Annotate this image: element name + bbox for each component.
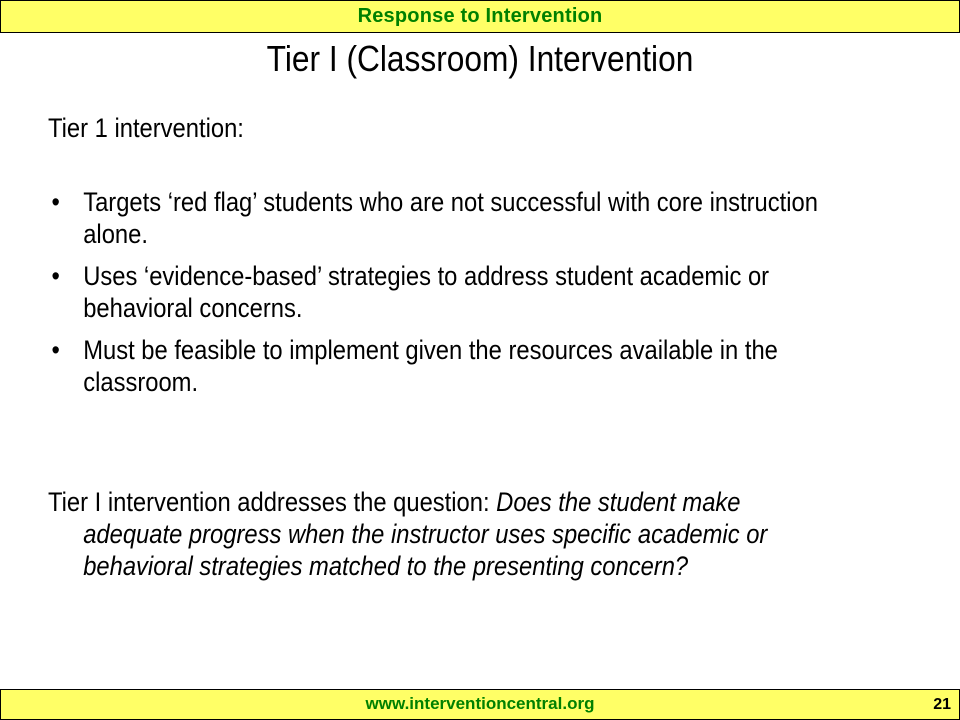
bullet-icon: • <box>51 261 60 291</box>
bullet-icon: • <box>51 187 60 217</box>
question-lead: Tier I intervention addresses the question: <box>48 487 497 517</box>
bullet-item <box>48 334 840 398</box>
footer-banner <box>0 689 960 720</box>
bullet-item <box>48 260 840 324</box>
header-banner <box>0 0 960 33</box>
question-paragraph <box>48 486 840 582</box>
bullet-list <box>48 186 840 398</box>
footer-url: www.interventioncentral.org <box>365 694 595 713</box>
page-number: 21 <box>933 696 951 713</box>
question-italic: Does the student make adequate progress when the instructor uses specific academic or behavioral strategies matched to the presenting concern? <box>83 487 768 581</box>
bullet-text: Uses ‘evidence-based’ strategies to address student academic or behavioral concerns. <box>83 261 770 323</box>
bullet-text: Targets ‘red flag’ students who are not successful with core instruction alone. <box>83 187 818 249</box>
intro-text: Tier 1 intervention: <box>48 113 244 143</box>
bullet-item <box>48 186 840 250</box>
header-title: Response to Intervention <box>357 5 603 27</box>
slide-title: Tier I (Classroom) Intervention <box>266 38 694 79</box>
bullet-text: Must be feasible to implement given the resources available in the classroom. <box>83 335 778 397</box>
bullet-icon: • <box>51 335 60 365</box>
slide-content <box>48 112 840 582</box>
